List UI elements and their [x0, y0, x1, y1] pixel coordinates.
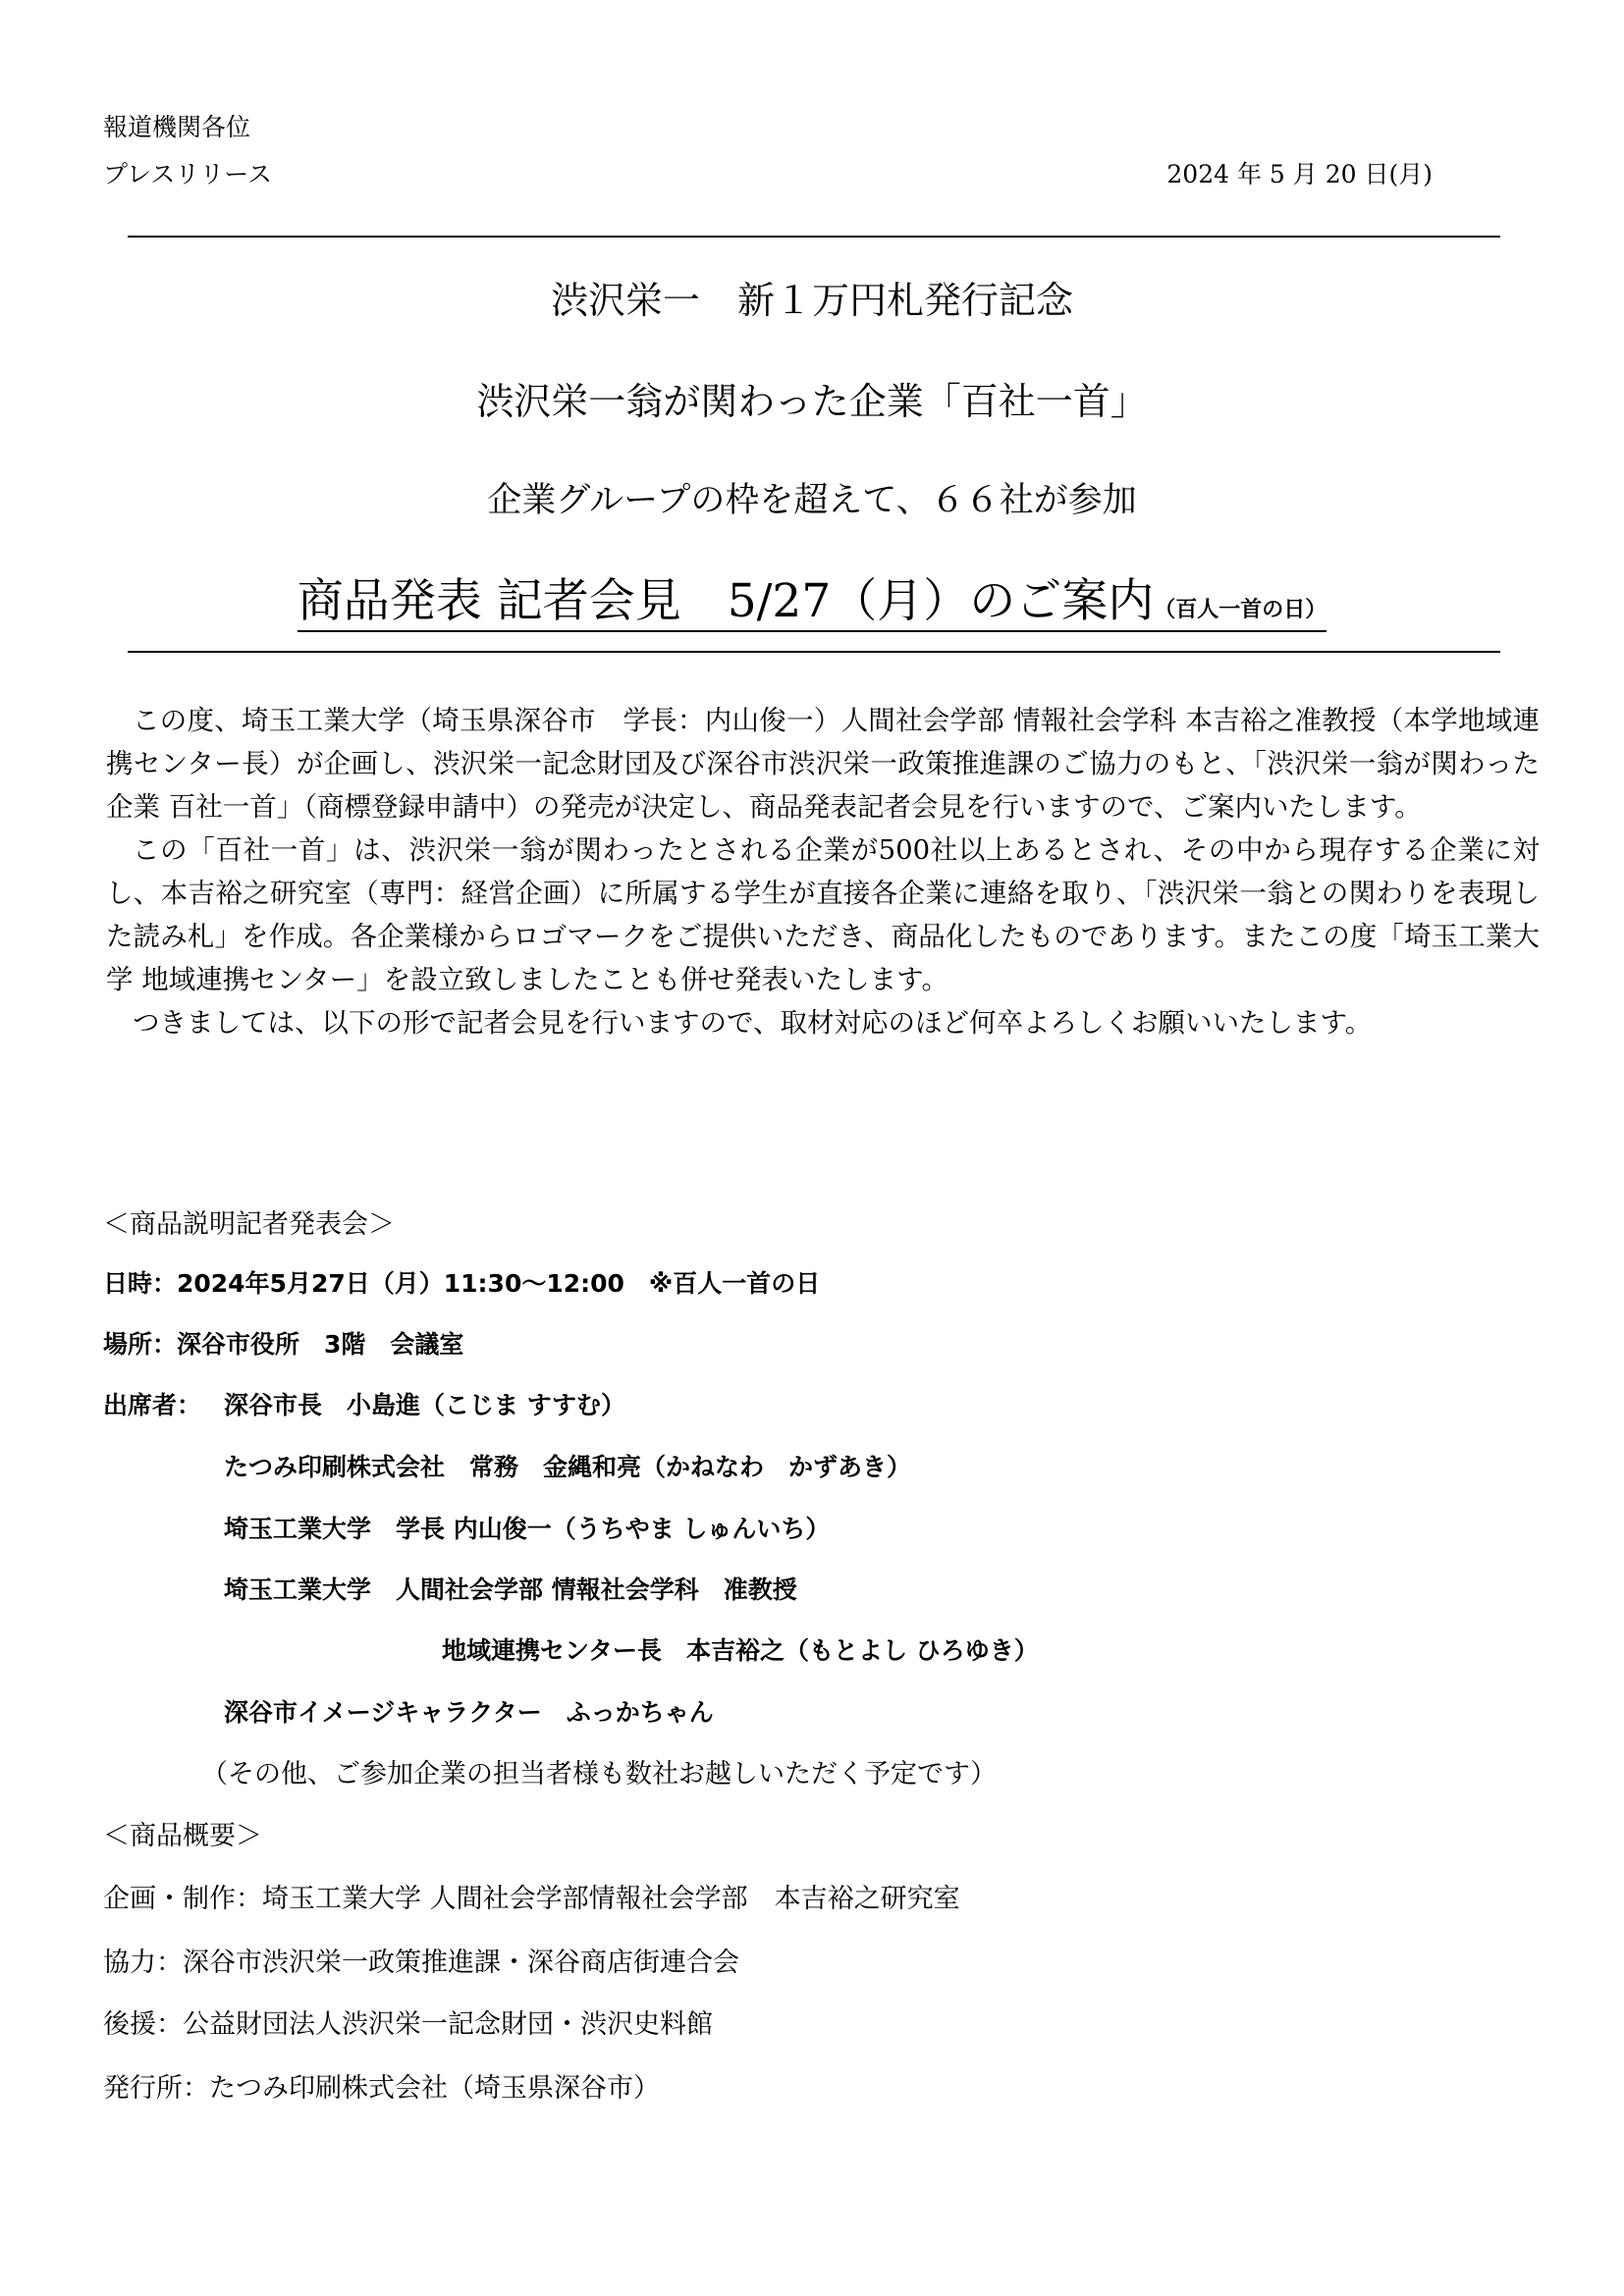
- title-line-1: 渋沢栄一 新１万円札発行記念: [550, 279, 1073, 322]
- title-underlined: [298, 574, 1327, 632]
- title-note: （百人一首の日）: [1154, 598, 1327, 622]
- overview-planning: 企画・制作：埼玉工業大学 人間社会学部情報社会学部 本吉裕之研究室: [103, 1884, 960, 1914]
- title-line-3: 企業グループの枠を超えて、６６社が参加: [487, 481, 1137, 520]
- attendee-president: 埼玉工業大学 学長 内山俊一（うちやま しゅんいち）: [224, 1515, 831, 1543]
- document-type: プレスリリース: [103, 160, 273, 188]
- title-line-2: 渋沢栄一翁が関わった企業「百社一首」: [476, 380, 1148, 423]
- overview-publisher: 発行所：たつみ印刷株式会社（埼玉県深谷市）: [103, 2073, 660, 2104]
- top-divider: [128, 236, 1500, 238]
- attendees-label: 出席者：: [103, 1391, 202, 1419]
- paragraph-2: この「百社一首」は、渋沢栄一翁が関わったとされる企業が500社以上あるとされ、その中から現存する企業に対し、本吉裕之研究室（専門：経営企画）に所属する学生が直接各企業に連絡を取り、「渋沢栄一翁との関わりを表現した読み札」を作成。各企業様からロゴマークをご提供いただき、商品化したものであります。またこの度「埼玉工業大学 地域連携センター」を設立致しましたことも併せ発表いたします。: [106, 834, 1541, 995]
- attendee-mayor: 深谷市長 小島進（こじま すすむ）: [224, 1391, 625, 1419]
- recipient: 報道機関各位: [103, 113, 251, 141]
- attendee-professor-line1: 埼玉工業大学 人間社会学部 情報社会学科 准教授: [224, 1575, 797, 1604]
- attendee-tatsumi: たつみ印刷株式会社 常務 金縄和亮（かねなわ かずあき）: [224, 1453, 912, 1481]
- attendees-note: （その他、ご参加企業の担当者様も数社お越しいただく予定です）: [201, 1759, 997, 1789]
- body-text: [106, 699, 1540, 1044]
- event-place: 場所：深谷市役所 3階 会議室: [103, 1330, 464, 1359]
- event-datetime: 日時：2024年5月27日（月）11:30～12:00 ※百人一首の日: [103, 1269, 821, 1298]
- release-date: 2024 年 5 月 20 日(月): [1166, 160, 1433, 188]
- attendee-mascot: 深谷市イメージキャラクター ふっかちゃん: [224, 1698, 714, 1727]
- overview-heading: ＜商品概要＞: [103, 1821, 262, 1851]
- title-line-4: [0, 564, 1624, 630]
- bottom-divider: [128, 651, 1500, 653]
- paragraph-1: この度、埼玉工業大学（埼玉県深谷市 学長：内山俊一）人間社会学部 情報社会学科 本吉裕之准教授（本学地域連携センター長）が企画し、渋沢栄一記念財団及び深谷市渋沢栄一政策推進課のご協力のもと、「渋沢栄一翁が関わった企業 百社一首」（商標登録申請中）の発売が決定し、商品発表記者会見を行いますので、ご案内いたします。: [106, 705, 1540, 823]
- press-conference-title: 商品発表 記者会見 5/27（月）のご案内: [297, 574, 1155, 628]
- overview-support: 後援：公益財団法人渋沢栄一記念財団・渋沢史料館: [103, 2009, 713, 2040]
- attendee-professor-line2: 地域連携センター長 本吉裕之（もとよし ひろゆき）: [442, 1636, 1039, 1665]
- overview-cooperation: 協力：深谷市渋沢栄一政策推進課・深谷商店街連合会: [103, 1948, 739, 1978]
- paragraph-3: つきましては、以下の形で記者会見を行いますので、取材対応のほど何卒よろしくお願いいたします。: [133, 1007, 1373, 1039]
- event-heading: ＜商品説明記者発表会＞: [103, 1209, 395, 1240]
